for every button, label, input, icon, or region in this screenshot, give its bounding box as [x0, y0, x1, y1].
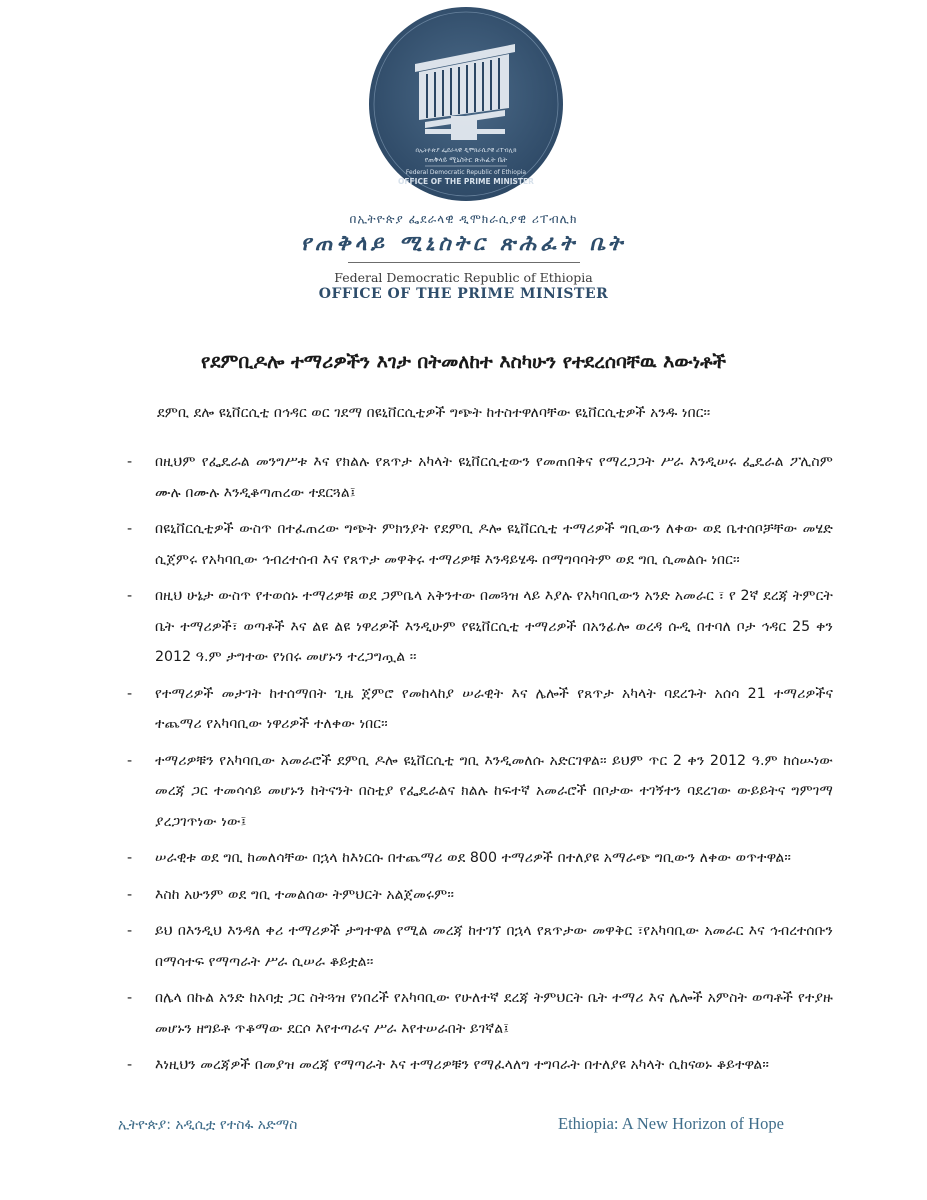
- svg-text:OFFICE OF THE PRIME MINISTER: OFFICE OF THE PRIME MINISTER: [398, 177, 534, 186]
- list-item: [125, 514, 833, 575]
- list-item: [125, 581, 833, 673]
- svg-text:የጠቅላይ ሚኒስትር ጽሕፈት ቤት: የጠቅላይ ሚኒስትር ጽሕፈት ቤት: [424, 156, 508, 164]
- list-item-text: የተማሪዎች መታገት ከተሰማበት ጊዜ ጀምሮ የመከላከያ ሠራዊት እና ሌሎች የጸጥታ አካላት ባደረጉት አሰሳ 21 ተማሪዎችና ተጨማሪ የአካባቢው ነዋሪዎች ተለቀው ነበር፡፡: [155, 685, 833, 732]
- svg-text:Federal Democratic Republic of: Federal Democratic Republic of Ethiopia: [405, 169, 527, 176]
- letterhead-english-title: OFFICE OF THE PRIME MINISTER: [318, 286, 609, 302]
- prime-minister-office-seal: [355, 4, 577, 204]
- bullet-dash: -: [127, 990, 133, 1006]
- list-item: [125, 983, 833, 1044]
- footer-amharic-slogan: ኢትዮጵያ: አዲሲቷ የተስፋ አድማስ: [118, 1117, 298, 1133]
- list-item: [125, 1050, 833, 1081]
- bullet-dash: -: [127, 886, 133, 903]
- list-item: [125, 746, 833, 838]
- list-item-text: በሌላ በኩል አንድ ከአባቷ ጋር ስትጓዝ የነበረች የአካባቢው የሁለተኛ ደረጃ ትምህርት ቤት ተማሪ እና ሌሎች አምስት ወጣቶች የተያዙ መሆኑን ዘግይቶ ጥቆማው ደርሶ እየተጣራና ሥራ እየተሠራበት ይገኛል፤: [155, 990, 833, 1037]
- list-item-text: እነዚህን መረጃዎች በመያዝ መረጃ የማጣራት እና ተማሪዎቹን የማፈላለግ ተግባራት በተለያዩ አካላት ሲከናወኑ ቆይተዋል።: [155, 1057, 770, 1073]
- list-item-text: ይህ በእንዲህ እንዳለ ቀሪ ተማሪዎች ታግተዋል የሚል መረጃ ከተገኘ በኋላ የጸጥታው መዋቅር ፣የአካባቢው አመራር እና ኅብረተሰቡን በማሳተፍ የማጣራት ሥራ ሲሠራ ቆይቷል፡፡: [155, 923, 833, 970]
- list-item: [125, 679, 833, 740]
- list-item-text: ተማሪዎቹን የአካባቢው አመራሮች ደምቢ ዶሎ ዩኒቨርሲቲ ግቢ እንዲመለሱ አድርገዋል፡፡ ይህም ጥር 2 ቀን 2012 ዓ.ም ከሰሡነው መረጃ ጋር ተመሳሳይ መሆኑን ከትናንት በስቲያ የፌዴራልና ክልሉ ከፍተኛ አመራሮች በቦታው ተገኝተን ባደረገው ውይይትና ግምገማ ያረጋገጥነው ነው፤: [155, 752, 833, 830]
- svg-text:በኢትዮጵያ ፌደራላዊ ዲሞክራሲያዊ ሪፐብሊክ: በኢትዮጵያ ፌደራላዊ ዲሞክራሲያዊ ሪፐብሊክ: [415, 147, 517, 154]
- letterhead-amharic-title: የጠቅላይ ሚኒስትር ጽሕፈት ቤት: [300, 230, 627, 255]
- list-item-text: በዚህ ሁኔታ ውስጥ የተወሰኑ ተማሪዎቹ ወደ ጋምቤላ አቅንተው በመጓዝ ላይ እያሉ የአካባቢውን አንድ አመራር ፣ የ 2ኛ ደረጃ ትምርት ቤት ተማሪዎች፣ ወጣቶች እና ልዩ ልዩ ነዋሪዎች እንዲሁም የዩኒቨርሲቲ ተማሪዎች በአንፊሎ ወረዳ ሱዲ በተባለ ቦታ ኅዳር 25 ቀን 2012 ዓ.ም ታግተው የነበሩ መሆኑን ተረጋግጧል ፡፡: [155, 588, 833, 665]
- letterhead-divider: [348, 262, 580, 263]
- list-item-text: በዚህም የፌዴራል መንግሥቱ እና የክልሉ የጸጥታ አካላት ዩኒቨርሲቲውን የመጠበቅና የማረጋጋት ሥራ እንዲሠሩ ፌዴራል ፖሊስም ሙሉ በሙሉ እንዲቆጣጠረው ተደርጓል፤: [155, 454, 833, 501]
- footer-english-slogan: Ethiopia: A New Horizon of Hope: [558, 1114, 784, 1133]
- fact-list: [125, 447, 833, 1087]
- document-title: የደምቢዶሎ ተማሪዎችን እገታ በትመለከተ እስካሁን የተደረሰባቸዉ እውነቶች: [200, 351, 727, 373]
- bullet-dash: -: [127, 923, 133, 939]
- bullet-dash: -: [127, 685, 133, 702]
- list-item: [125, 843, 833, 874]
- bullet-dash: -: [127, 850, 133, 866]
- letterhead-english-subtitle: Federal Democratic Republic of Ethiopia: [334, 270, 593, 285]
- list-item: [125, 880, 833, 911]
- list-item: [125, 916, 833, 977]
- bullet-dash: -: [127, 521, 133, 537]
- letterhead-amharic-subtitle: በኢትዮጵያ ፌደራላዊ ዲሞክራሲያዊ ሪፐብሊክ: [349, 212, 578, 226]
- bullet-dash: -: [127, 588, 133, 604]
- bullet-dash: -: [127, 752, 133, 769]
- list-item-text: እስከ አሁንም ወደ ግቢ ተመልሰው ትምህርት አልጀመሩም፡፡: [155, 886, 455, 903]
- bullet-dash: -: [127, 1057, 133, 1073]
- intro-paragraph: ደምቢ ደሎ ዩኒቨርሲቲ በኅዳር ወር ገደማ በዩኒቨርሲቲዎች ግጭት ከተስተዋለባቸው ዩኒቨርሲቲዎች አንዱ ነበር፡፡: [157, 405, 711, 421]
- list-item-text: ሠራዊቱ ወደ ግቢ ከመለሳቸው በኋላ ከእነርሱ በተጨማሪ ወደ 800 ተማሪዎች በተለያዩ አማራጭ ግቢውን ለቀው ወጥተዋል።: [155, 850, 792, 866]
- bullet-dash: -: [127, 454, 133, 470]
- list-item-text: በዩኒቨርሲቲዎች ውስጥ በተፈጠረው ግጭት ምክንያት የደምቢ ዶሎ ዩኒቨርሲቲ ተማሪዎች ግቢውን ለቀው ወደ ቤተሰቦቻቸው መሄድ ሲጀምሩ የአካባቢው ኅብረተሰብ እና የጸጥታ መዋቅሩ ተማሪዎቹ እንዳይሄዱ በማግባባትም ወደ ግቢ ሲመልሱ ነበር፡፡: [155, 521, 833, 568]
- list-item: [125, 447, 833, 508]
